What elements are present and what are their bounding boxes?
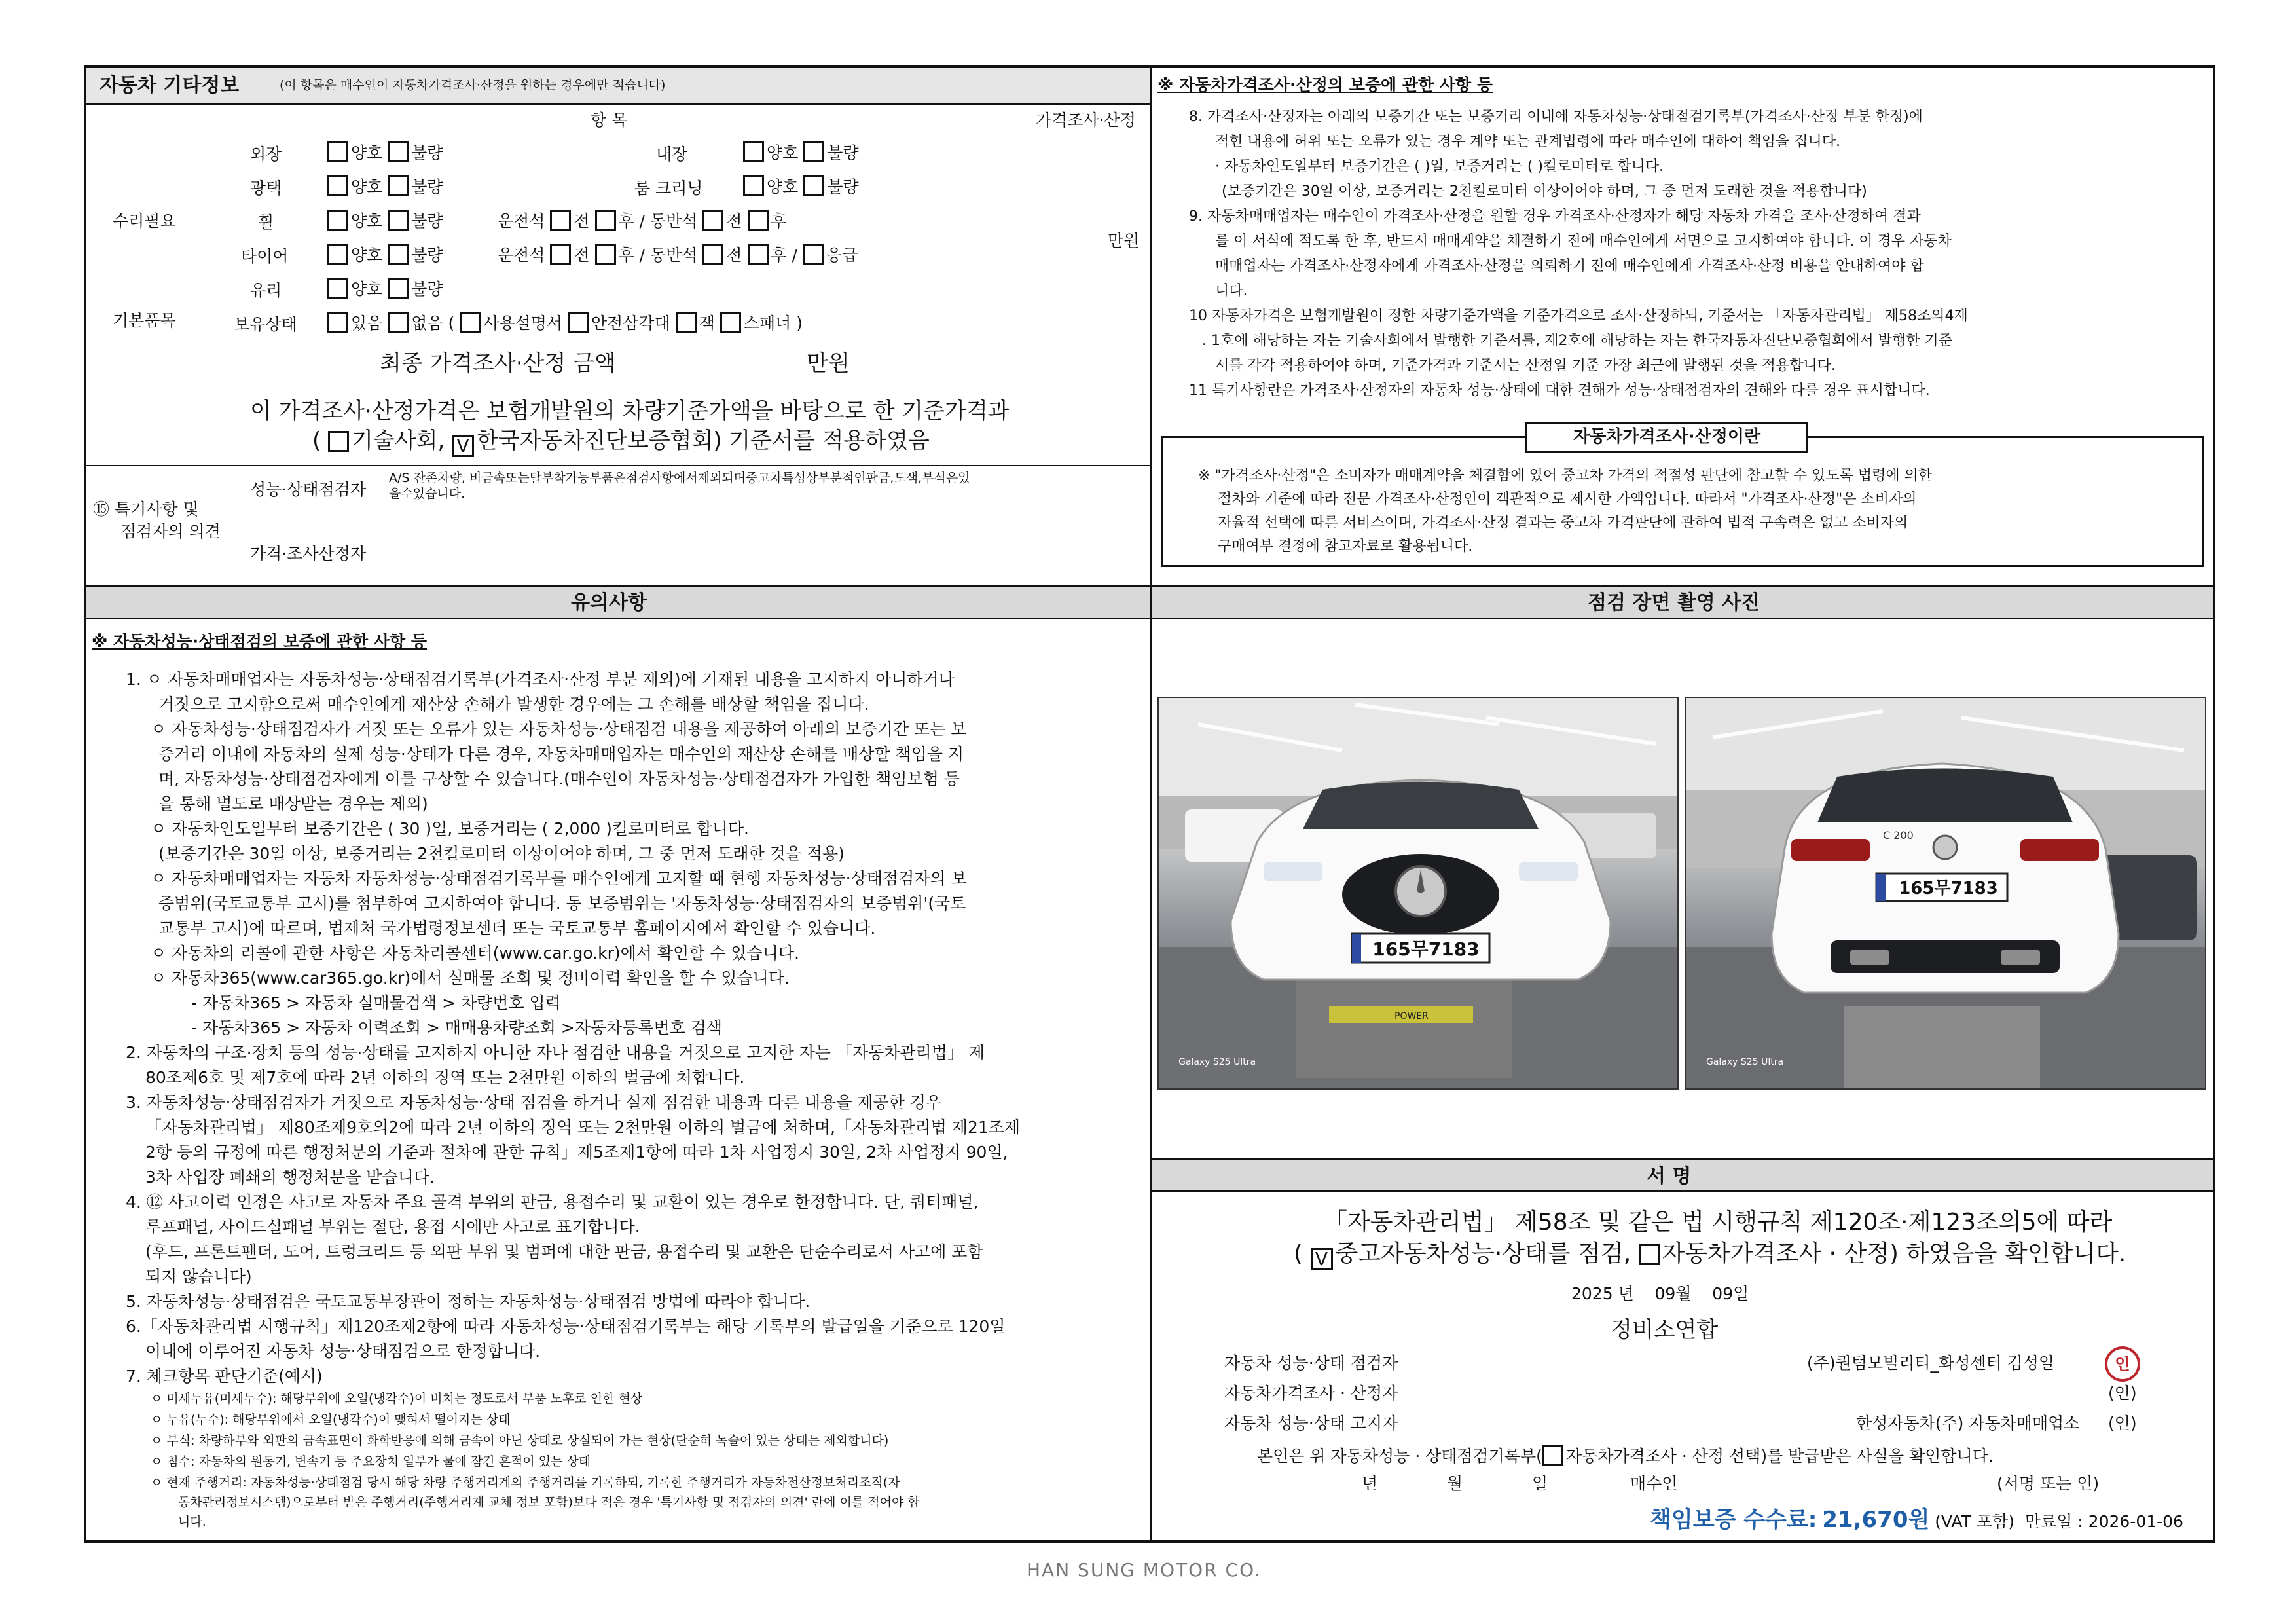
notice-line-7: ㅇ 자동차인도일부터 보증기간은 ( 30 )일, 보증거리는 ( 2,000 )킬로미터로 합니다. [151,819,749,838]
notice-title: 유의사항 [571,591,647,614]
notice-line-18: 3. 자동차성능·상태점검자가 거짓으로 자동차성능·상태 점검을 하거나 실제 점검한 내용과 다른 내용을 제공한 경우 [126,1093,942,1112]
interior-bad-checkbox[interactable] [803,141,824,162]
jack-checkbox[interactable] [676,312,697,333]
notice-line-25: 되지 않습니다) [145,1267,252,1286]
row-gloss-label: 광택 [250,179,282,198]
engineer-society-checkbox[interactable] [328,431,349,452]
price-unit: 만원 [1108,231,1140,250]
what-is-line-1: ※ "가격조사·산정"은 소비자가 매매계약을 체결함에 있어 중고차 가격의 적절성 판단에 참고할 수 있도록 법령에 의한 [1198,468,1933,484]
room-cleaning-options: 양호 불량 [743,175,859,197]
buyer-date-day: 일 [1532,1474,1548,1493]
notice-line-2: 거짓으로 고지함으로써 매수인에게 재산상 손해가 발생한 경우에는 그 손해를 배상할 책임을 집니다. [158,695,869,714]
criteria-line-4: ㅇ 침수: 자동차의 원동기, 변속기 등 주요장치 일부가 물에 잠긴 흔적이 있는 상태 [151,1454,591,1469]
buyer-date-year: 년 [1362,1474,1378,1493]
notice-line-24: (후드, 프론트펜더, 도어, 트렁크리드 등 외판 부위 및 범퍼에 대한 판금, 용접수리 및 교환은 단순수리로서 사고에 포함 [145,1242,983,1261]
notice-line-3: ㅇ 자동차성능·상태점검자가 거짓 또는 오류가 있는 자동차성능·상태점검 내용을 제공하여 아래의 보증기간 또는 보 [151,720,967,739]
pg-line-7: 매매업자는 가격조사·산정자에게 가격조사·산정을 의뢰하기 전에 매수인에게 가격조사·산정 비용을 안내하여야 합 [1215,258,1924,274]
interior-good-checkbox[interactable] [743,141,764,162]
fee-value: 21,670원 [1822,1507,1930,1533]
notice-line-29: 7. 체크항목 판단기준(예시) [126,1367,323,1386]
interior-options: 양호 불량 [743,141,859,163]
exterior-bad-checkbox[interactable] [388,141,409,162]
final-price-label: 최종 가격조사·산정 금액 [380,350,616,377]
wheel-passenger-front-checkbox[interactable] [702,210,723,231]
row-glass-label: 유리 [250,281,282,300]
tire-position-options: 운전석 전 후 / 동반석 전 후 / 응급 [498,244,858,265]
price-survey-checkbox[interactable] [1639,1244,1660,1265]
final-price-unit: 만원 [807,350,850,377]
law-line-1: 「자동차관리법」 제58조 및 같은 법 시행규칙 제120조·제123조의5에 따라 [1324,1209,2113,1236]
tire-passenger-front-checkbox[interactable] [702,244,723,265]
law-line-2: ( V 중고자동차성능·상태를 점검, 자동차가격조사 · 산정) 하였음을 확인합니다. [1294,1240,2126,1270]
front-plate-text: 165무7183 [1372,938,1480,960]
row-tire-label: 타이어 [241,247,289,266]
fee-line: 책임보증 수수료: 21,670원 (VAT 포함) 만료일 : 2026-01-06 [1650,1507,2183,1533]
wheel-good-checkbox[interactable] [327,210,348,231]
gloss-bad-checkbox[interactable] [388,175,409,196]
other-info-title: 자동차 기타정보 [100,74,240,97]
col-price-header: 가격조사·산정 [1036,111,1136,130]
photos-section [1152,579,2215,1160]
tire-passenger-rear-checkbox[interactable] [748,244,769,265]
tire-front-checkbox[interactable] [550,244,571,265]
notice-line-17: 80조제6호 및 제7호에 따라 2년 이하의 징역 또는 2천만원 이하의 벌금에 처합니다. [145,1068,745,1087]
notice-line-23: 루프패널, 사이드실패널 부위는 절단, 용접 시에만 사고로 표기합니다. [145,1217,640,1236]
notifier-value: 한성자동차(주) 자동차매매업소 [1856,1414,2080,1433]
buyer-confirm: 본인은 위 자동차성능 · 상태점검기록부( 자동차가격조사 · 산정 선택)를 발급받은 사실을 확인합니다. [1257,1445,1994,1466]
pg-line-6: 를 이 서식에 적도록 한 후, 반드시 매매계약을 체결하기 전에 매수인에게 서면으로 고지하여야 합니다. 이 경우 자동차 [1215,233,1952,249]
criteria-line-3: ㅇ 부식: 차량하부와 외판의 금속표면이 화학반응에 의해 금속이 아닌 상태로 상실되어 가는 현상(단순히 녹슬어 있는 상태는 제외합니다) [151,1433,889,1448]
inspector-seal-stamp: 인 [2105,1346,2140,1382]
association-name: 정비소연합 [1611,1317,1719,1343]
criteria-line-2: ㅇ 누유(누수): 해당부위에서 오일(냉각수)이 맺혀서 떨어지는 상태 [151,1412,511,1427]
notice-line-20: 2항 등의 규정에 따른 행정처분의 기준과 절차에 관한 규칙」제5조제1항에 따라 1차 사업정지 30일, 2차 사업정지 90일, [145,1143,1008,1162]
inspector-opinion-line1: A/S 잔존차량, 비금속또는탈부착가능부품은점검사항에서제외되며중고차특성상부분적인판금,도색,부식은있 [389,471,970,485]
other-info-note: (이 항목은 매수인이 자동차가격조사·산정을 원하는 경우에만 적습니다) [280,78,666,92]
wheel-rear-checkbox[interactable] [595,210,616,231]
glass-bad-checkbox[interactable] [388,278,409,299]
notice-line-11: 교통부 고시)에 따르며, 법제처 국가법령정보센터 또는 국토교통부 홈페이지에서 확인할 수 있습니다. [158,919,876,938]
inspection-checkbox[interactable]: V [1311,1248,1333,1270]
wheel-bad-checkbox[interactable] [388,210,409,231]
rear-photo-image [1686,698,2206,1090]
notice-line-22: 4. ⑫ 사고이력 인정은 사고로 자동차 주요 골격 부위의 판금, 용접수리 및 교환이 있는 경우로 한정합니다. 단, 쿼터패널, [126,1192,979,1211]
front-inspection-photo [1157,697,1679,1090]
criteria-line-6: 동차관리정보시스템)으로부터 받은 주행거리(주행거리계 교체 정보 포함)보다 적은 경우 '특기사항 및 점검자의 의견' 란에 이를 적어야 합 [178,1495,920,1509]
buyer-label: 매수인 [1630,1474,1678,1493]
notice-line-14: - 자동차365 > 자동차 실매물검색 > 차량번호 입력 [191,993,561,1012]
rear-plate-text: 165무7183 [1899,879,1998,898]
inspector-opinion-line2: 을수있습니다. [389,487,465,501]
triangle-checkbox[interactable] [568,312,589,333]
wheel-front-checkbox[interactable] [550,210,571,231]
special-label-1: ⑮ 특기사항 및 [93,500,199,519]
basic-items-label: 기본품목 [113,311,176,330]
wheel-passenger-rear-checkbox[interactable] [748,210,769,231]
pg-line-12: 11 특기사항란은 가격조사·산정자의 자동차 성능·상태에 대한 견해가 성능·상태점검자의 견해와 다를 경우 표시합니다. [1189,382,1930,399]
notice-line-6: 을 통해 별도로 배상받는 경우는 제외) [158,794,428,813]
front-camera-tag: Galaxy S25 Ultra [1178,1057,1256,1067]
price-guarantee-title: ※ 자동차가격조사·산정의 보증에 관한 사항 등 [1157,75,1493,94]
inspector-label: 자동차 성능·상태 점검자 [1224,1354,1398,1373]
notice-line-9: ㅇ 자동차매매업자는 자동차 자동차성능·상태점검기록부를 매수인에게 고지할 때 현행 자동차성능·상태점검자의 보 [151,869,967,888]
issue-date: 2025 년 09월 09일 [1571,1284,1749,1303]
pg-line-11: 서를 각각 적용하여야 하며, 기준가격과 기준서는 산정일 기준 가장 최근에 발행된 것을 적용합니다. [1215,358,1836,374]
notice-section [84,579,1152,1543]
pg-line-10: . 1호에 해당하는 자는 기술사회에서 발행한 기준서를, 제2호에 해당하는 자는 한국자동차진단보증협회에서 발행한 기준 [1202,333,1952,349]
glass-good-checkbox[interactable] [327,278,348,299]
notice-subtitle: ※ 자동차성능·상태점검의 보증에 관한 사항 등 [92,632,428,651]
what-is-line-4: 구매여부 결정에 참고자료로 활용됩니다. [1218,538,1473,555]
pg-line-1: 8. 가격조사·산정자는 아래의 보증기간 또는 보증거리 이내에 자동차성능·상태점검기록부(가격조사·산정 부분 한정)에 [1189,109,1923,125]
signature-section [1152,1158,2215,1543]
photos-title: 점검 장면 촬영 사진 [1588,591,1760,614]
notifier-seal: (인) [2108,1414,2137,1433]
basis-options: ( 기술사회, V 한국자동차진단보증협회) 기준서를 적용하였음 [312,428,930,456]
row-exterior-label: 외장 [250,145,282,164]
exterior-options: 양호 불량 [327,141,443,163]
notice-line-16: 2. 자동차의 구조·장치 등의 성능·상태를 고지하지 아니한 자나 점검한 내용을 거짓으로 고지한 자는 「자동차관리법」 제 [126,1043,985,1062]
have-checkbox[interactable] [327,312,348,333]
row-holding-label: 보유상태 [234,315,297,334]
price-surveyor-seal: (인) [2108,1384,2137,1403]
tire-bad-checkbox[interactable] [388,244,409,265]
notice-line-12: ㅇ 자동차의 리콜에 관한 사항은 자동차리콜센터(www.car.go.kr)에서 확인할 수 있습니다. [151,944,799,963]
rear-badge: C 200 [1883,829,1914,841]
pg-line-5: 9. 자동차매매업자는 매수인이 가격조사·산정을 원할 경우 가격조사·산정자가 해당 자동차 가격을 조사·산정하여 결과 [1189,208,1921,225]
signature-title: 서 명 [1647,1165,1692,1188]
front-photo-image [1159,698,1679,1090]
buyer-price-survey-checkbox[interactable] [1542,1445,1563,1466]
pg-line-4: (보증기간은 30일 이상, 보증거리는 2천킬로미터 이상이어야 하며, 그 중 먼저 도래한 것을 적용합니다) [1222,183,1867,200]
what-is-line-2: 절차와 기준에 따라 전문 가격조사·산정인이 객관적으로 제시한 가액입니다. 따라서 "가격조사·산정"은 소비자의 [1218,491,1917,507]
notice-line-1: 1. ㅇ 자동차매매업자는 자동차성능·상태점검기록부(가격조사·산정 부분 제외)에 기재된 내용을 고지하지 아니하거나 [126,670,955,689]
notice-line-15: - 자동차365 > 자동차 이력조회 > 매매용차량조회 >자동차등록번호 검색 [191,1018,723,1037]
notice-line-28: 이내에 이루어진 자동차 성능·상태점검으로 한정합니다. [145,1342,541,1361]
inspector-opinion-label: 성능·상태점검자 [250,480,366,499]
gloss-options: 양호 불량 [327,175,443,197]
notice-line-19: 「자동차관리법」 제80조제9호의2에 따라 2년 이하의 징역 또는 2천만원 이하의 벌금에 처하며,「자동차관리법 제21조제 [145,1118,1021,1137]
row-interior-label: 내장 [656,145,688,164]
notice-line-10: 증범위(국토교통부 고시)를 첨부하여 고지하여야 합니다. 동 보증범위는 '자동차성능·상태점검자의 보증범위'(국토 [158,894,966,913]
special-label-2: 점검자의 의견 [120,522,221,541]
pg-line-2: 적힌 내용에 허위 또는 오류가 있는 경우 계약 또는 관계법령에 따라 매수인에 대하여 책임을 집니다. [1215,134,1840,150]
notice-line-27: 6.「자동차관리법 시행규칙」제120조제2항에 따라 자동차성능·상태점검기록부는 해당 기록부의 발급일을 기준으로 120일 [126,1317,1006,1336]
buyer-sign-seal: (서명 또는 인) [1997,1474,2100,1493]
notice-line-8: (보증기간은 30일 이상, 보증거리는 2천킬로미터 이상이어야 하며, 그 중 먼저 도래한 것을 적용) [158,844,845,863]
exterior-good-checkbox[interactable] [327,141,348,162]
none-checkbox[interactable] [388,312,409,333]
criteria-line-1: ㅇ 미세누유(미세누수): 해당부위에 오일(냉각수)이 비치는 정도로서 부품 노후로 인한 현상 [151,1392,643,1406]
room-bad-checkbox[interactable] [803,175,824,196]
pg-line-8: 니다. [1215,283,1248,299]
room-good-checkbox[interactable] [743,175,764,196]
fee-label: 책임보증 수수료: [1650,1507,1817,1533]
rear-inspection-photo [1685,697,2206,1090]
spanner-checkbox[interactable] [720,312,741,333]
notice-line-21: 3차 사업장 폐쇄의 행정처분을 받습니다. [145,1168,435,1187]
what-is-title: 자동차가격조사·산정이란 [1525,422,1808,453]
what-is-line-3: 자율적 선택에 따른 서비스이며, 가격조사·산정 결과는 중고차 가격판단에 관하여 법적 구속력은 없고 소비자의 [1218,515,1908,531]
notifier-label: 자동차 성능·상태 고지자 [1224,1414,1398,1433]
manual-checkbox[interactable] [460,312,481,333]
glass-options: 양호 불량 [327,278,443,299]
criteria-line-5: ㅇ 현재 주행거리: 자동차성능·상태점검 당시 해당 차량 주행거리계의 주행거리를 기록하되, 기록한 주행거리가 자동차전산정보처리조직(자 [151,1475,900,1490]
repair-needed-label: 수리필요 [113,212,176,231]
col-item-header: 항 목 [591,111,628,130]
price-inspector-label: 가격·조사산정자 [250,544,366,563]
price-surveyor-label: 자동차가격조사 · 산정자 [1224,1384,1398,1403]
footer-company: HAN SUNG MOTOR CO. [1027,1559,1262,1581]
tire-rear-checkbox[interactable] [595,244,616,265]
svg-text:POWER: POWER [1394,1011,1429,1022]
kadia-checkbox[interactable]: V [452,435,474,457]
buyer-date-month: 월 [1447,1474,1463,1493]
other-info-section [84,65,1152,581]
row-room-cleaning-label: 룸 크리닝 [634,179,703,198]
notice-line-5: 며, 자동차성능·상태점검자에게 이를 구상할 수 있습니다.(매수인이 자동차성능·상태점검자가 가입한 책임보험 등 [158,769,960,788]
wheel-position-options: 운전석 전 후 / 동반석 전 후 [498,210,787,231]
criteria-line-7: 니다. [178,1515,206,1529]
gloss-good-checkbox[interactable] [327,175,348,196]
price-guarantee-section [1152,65,2215,581]
wheel-options: 양호 불량 [327,210,443,231]
holding-options: 있음 없음 ( 사용설명서 안전삼각대 잭 스패너 ) [327,312,803,333]
pg-line-3: · 자동차인도일부터 보증기간은 ( )일, 보증거리는 ( )킬로미터로 합니다. [1215,158,1664,175]
rear-camera-tag: Galaxy S25 Ultra [1706,1057,1784,1067]
notice-line-26: 5. 자동차성능·상태점검은 국토교통부장관이 정하는 자동차성능·상태점검 방법에 따라야 합니다. [126,1292,811,1311]
pg-line-9: 10 자동차가격은 보험개발원이 정한 차량기준가액을 기준가격으로 조사·산정하되, 기준서는 「자동차관리법」 제58조의4제 [1189,308,1968,324]
inspector-value: (주)퀀텀모빌리티_화성센터 김성일 [1807,1354,2055,1373]
basis-text: 이 가격조사·산정가격은 보험개발원의 차량기준가액을 바탕으로 한 기준가격과 [250,398,1010,424]
notice-line-4: 증거리 이내에 자동차의 실제 성능·상태가 다른 경우, 자동차매매업자는 매수인의 재산상 손해를 배상할 책임을 지 [158,745,964,764]
tire-good-checkbox[interactable] [327,244,348,265]
notice-line-13: ㅇ 자동차365(www.car365.go.kr)에서 실매물 조회 및 정비이력 확인을 할 수 있습니다. [151,969,790,987]
tire-options: 양호 불량 [327,244,443,265]
tire-spare-checkbox[interactable] [803,244,824,265]
row-wheel-label: 휠 [258,213,274,232]
